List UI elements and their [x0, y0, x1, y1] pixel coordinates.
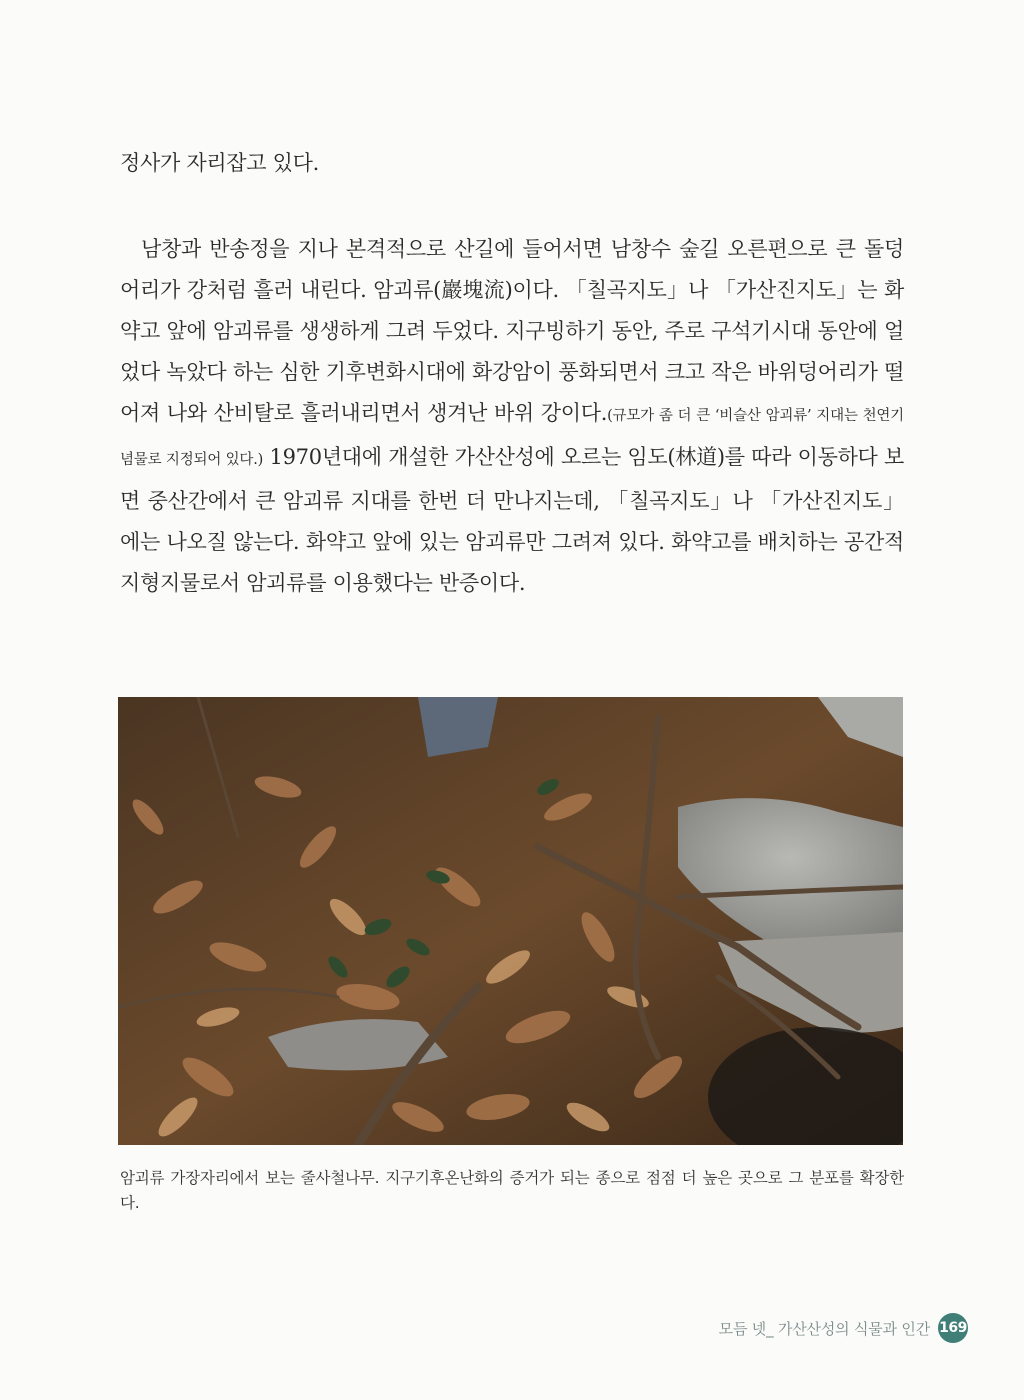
page-number-badge: 169 — [938, 1313, 968, 1343]
paragraph-text-rest: 1970년대에 개설한 가산산성에 오르는 임도(林道)를 따라 이동하다 보면 중산간에서 큰 암괴류 지대를 한번 더 만나지는데, 「칠곡지도」나 「가산진지도」에는 나오질 않는다. 화약고 앞에 있는 암괴류만 그려져 있다. 화약고를 배치하는 공간적 지형지물로서 암괴류를 이용했다는 반증이다. — [120, 445, 904, 595]
paragraph-continued — [120, 143, 904, 184]
page-footer — [719, 1313, 968, 1343]
photo-leaf-litter-rocks — [118, 697, 903, 1145]
photo-caption: 암괴류 가장자리에서 보는 줄사철나무. 지구기후온난화의 증거가 되는 종으로 점점 더 높은 곳으로 그 분포를 확장한다. — [120, 1169, 904, 1212]
paragraph-text: 남창과 반송정을 지나 본격적으로 산길에 들어서면 남창수 숲길 오른편으로 큰 돌덩어리가 강처럼 흘러 내린다. 암괴류(巖塊流)이다. 「칠곡지도」나 「가산진지도」는 화약고 앞에 암괴류를 생생하게 그려 두었다. 지구빙하기 동안, 주로 구석기시대 동안에 얼었다 녹았다 하는 심한 기후변화시대에 화강암이 풍화되면서 크고 작은 바위덩어리가 떨어져 나와 산비탈로 흘러내리면서 생겨난 바위 강이다. — [120, 237, 904, 425]
paragraph-text: 정사가 자리잡고 있다. — [120, 151, 319, 175]
paragraph-main — [120, 229, 904, 604]
paragraph-note: (규모가 좀 더 큰 ‘비슬산 암괴류’ 지대는 천연기념물로 지정되어 있다.) — [120, 408, 904, 468]
footer-section-title: 모듬 넷_ 가산산성의 식물과 인간 — [718, 1319, 930, 1338]
